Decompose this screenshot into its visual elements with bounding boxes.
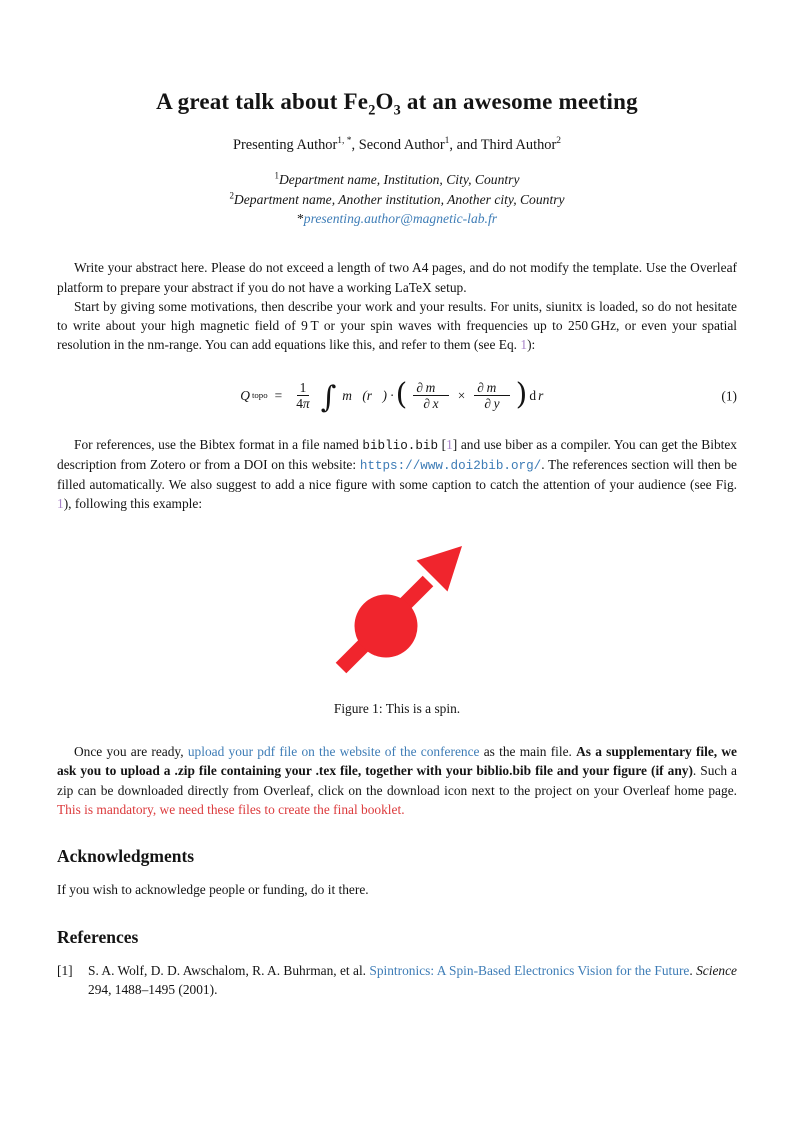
- cross-product-sign: ×: [457, 388, 466, 404]
- figure-ref-link[interactable]: 1: [57, 496, 64, 512]
- author-1-affil-mark: 1, *: [337, 135, 352, 146]
- differential-d: d: [529, 388, 537, 404]
- figure-caption-label: Figure 1:: [333, 700, 383, 716]
- paragraph-motivations: [57, 297, 737, 355]
- figure-1: [57, 535, 737, 690]
- upload-bold-requirement: As a supplementary file, we ask you to upload a .zip file containing your .tex file, together with your biblio.bib file and your figure (if any): [57, 744, 738, 779]
- fraction-one-over-4pi: $\frac{1}{4\pi}$: [296, 379, 310, 412]
- partial-derivative-x: $\frac{\partial m⃗}{\partial x}$: [413, 380, 448, 412]
- author-2: , Second Author: [351, 136, 445, 153]
- abstract-block: [57, 258, 737, 354]
- bibtex-text-c: ] and use biber as a compiler. You can get the Bibtex description from Zotero or from a DOI on this website:: [57, 436, 738, 472]
- author-3: , and Third Author: [449, 136, 557, 153]
- title-subscript-1: 2: [368, 102, 376, 119]
- affiliation-2-text: Department name, Another institution, Another city, Country: [233, 191, 565, 207]
- author-2-affil-mark: 1: [444, 135, 450, 146]
- author-line: [57, 135, 737, 156]
- paragraph-upload: [57, 742, 737, 819]
- title-text-3: at an awesome meeting: [400, 89, 638, 114]
- bibtex-text-e: ), following this example:: [63, 496, 203, 512]
- bibtex-text-d: . The references section will then be filled automatically. We also suggest to add a nice figure with some caption to catch the attention of your audience (see Fig.: [57, 456, 737, 492]
- affiliation-2: [57, 190, 737, 209]
- email-star-mark: *: [296, 210, 304, 226]
- equals-sign: =: [274, 388, 283, 404]
- references-heading: References: [57, 926, 139, 947]
- differential-r-vector: r⃗: [538, 388, 554, 404]
- page-title: [57, 88, 737, 119]
- bibtex-text-a: For references, use the Bibtex format in a file named: [74, 436, 363, 452]
- acknowledgments-text: If you wish to acknowledge people or funding, do it there.: [57, 882, 369, 898]
- equation-lhs-subscript: topo: [251, 390, 268, 401]
- reference-1-label: [1]: [57, 962, 73, 978]
- title-subscript-2: 3: [393, 102, 401, 119]
- spin-arrow-icon: [322, 535, 472, 685]
- upload-text-a: Once you are ready,: [74, 744, 188, 760]
- paragraph-abstract-intro: Write your abstract here. Please do not exceed a length of two A4 pages, and do not modify the template. Use the Overleaf platform to prepare your abstract if you do not have a working LaTeX setup.: [57, 260, 737, 295]
- reference-1-volume-pages: 294, 1488–1495 (2001).: [88, 981, 218, 997]
- bibtex-text-b: [: [438, 436, 447, 452]
- author-3-affil-mark: 2: [556, 135, 562, 146]
- title-text-1: A great talk about Fe: [156, 89, 369, 114]
- paragraph-references-howto: [57, 435, 737, 514]
- acknowledgments-heading: Acknowledgments: [57, 846, 195, 867]
- reference-1-authors: S. A. Wolf, D. D. Awschalom, R. A. Buhrman, et al.: [88, 962, 370, 978]
- doi2bib-url-link[interactable]: https://www.doi2bib.org/: [359, 458, 542, 473]
- reference-1-title-link[interactable]: Spintronics: A Spin-Based Electronics Vision for the Future: [369, 962, 690, 978]
- figure-caption: [57, 699, 737, 718]
- reference-item-1: [57, 961, 737, 1000]
- figure-caption-text: This is a spin.: [382, 700, 461, 716]
- partial-derivative-y: $\frac{\partial m⃗}{\partial y}$: [474, 380, 509, 412]
- upload-text-c: . Such a zip can be downloaded directly from Overleaf, click on the download icon next to the project on your Overleaf home page.: [57, 763, 737, 798]
- author-1: Presenting Author: [232, 136, 338, 153]
- affiliation-1-mark: 1: [274, 170, 279, 181]
- reference-1-body: [88, 961, 737, 1000]
- equation-content: Q topo = $\frac{1}{4\pi}$ ∫ m⃗(r⃗) · ( $\frac{\partial m⃗}{\partial x}$ × $\frac{\partial m⃗}{\partial y}$ ) d r⃗: [240, 376, 554, 415]
- affiliation-2-mark: 2: [229, 190, 234, 201]
- email-line: [57, 209, 737, 228]
- reference-1-separator: .: [689, 962, 697, 978]
- email-link[interactable]: presenting.author@magnetic-lab.fr: [303, 210, 498, 226]
- integrand-m-vector: m⃗(r⃗) ·: [342, 388, 394, 404]
- equation-lhs: Q: [240, 388, 250, 404]
- upload-text-b: as the main file.: [479, 744, 577, 760]
- citation-link[interactable]: 1: [446, 436, 453, 452]
- conference-upload-link[interactable]: upload your pdf file on the website of the conference: [187, 744, 480, 760]
- mandatory-warning-text: This is mandatory, we need these files to create the final booklet.: [57, 802, 405, 818]
- upload-block: [57, 742, 737, 819]
- reference-1-journal: Science: [696, 962, 737, 978]
- affiliation-1-text: Department name, Institution, City, Country: [278, 172, 520, 188]
- affiliation-1: [57, 170, 737, 189]
- affiliations-block: [57, 170, 737, 228]
- motivations-text: Start by giving some motivations, then describe your work and your results. For units, siunitx is loaded, so do not hesitate to write about your high magnetic field of 9 T or your spin waves with frequencies up to 250 GHz, or even your spatial resolution in the nm-range. You can add equations like this, and refer to them (see Eq.: [57, 298, 737, 353]
- equation-number: (1): [721, 388, 737, 404]
- equation-ref-link[interactable]: 1: [520, 337, 528, 353]
- biblio-filename: biblio.bib: [362, 438, 438, 453]
- motivations-text-end: ):: [527, 337, 536, 353]
- title-text-2: O: [375, 89, 394, 114]
- equation-display: [57, 374, 737, 418]
